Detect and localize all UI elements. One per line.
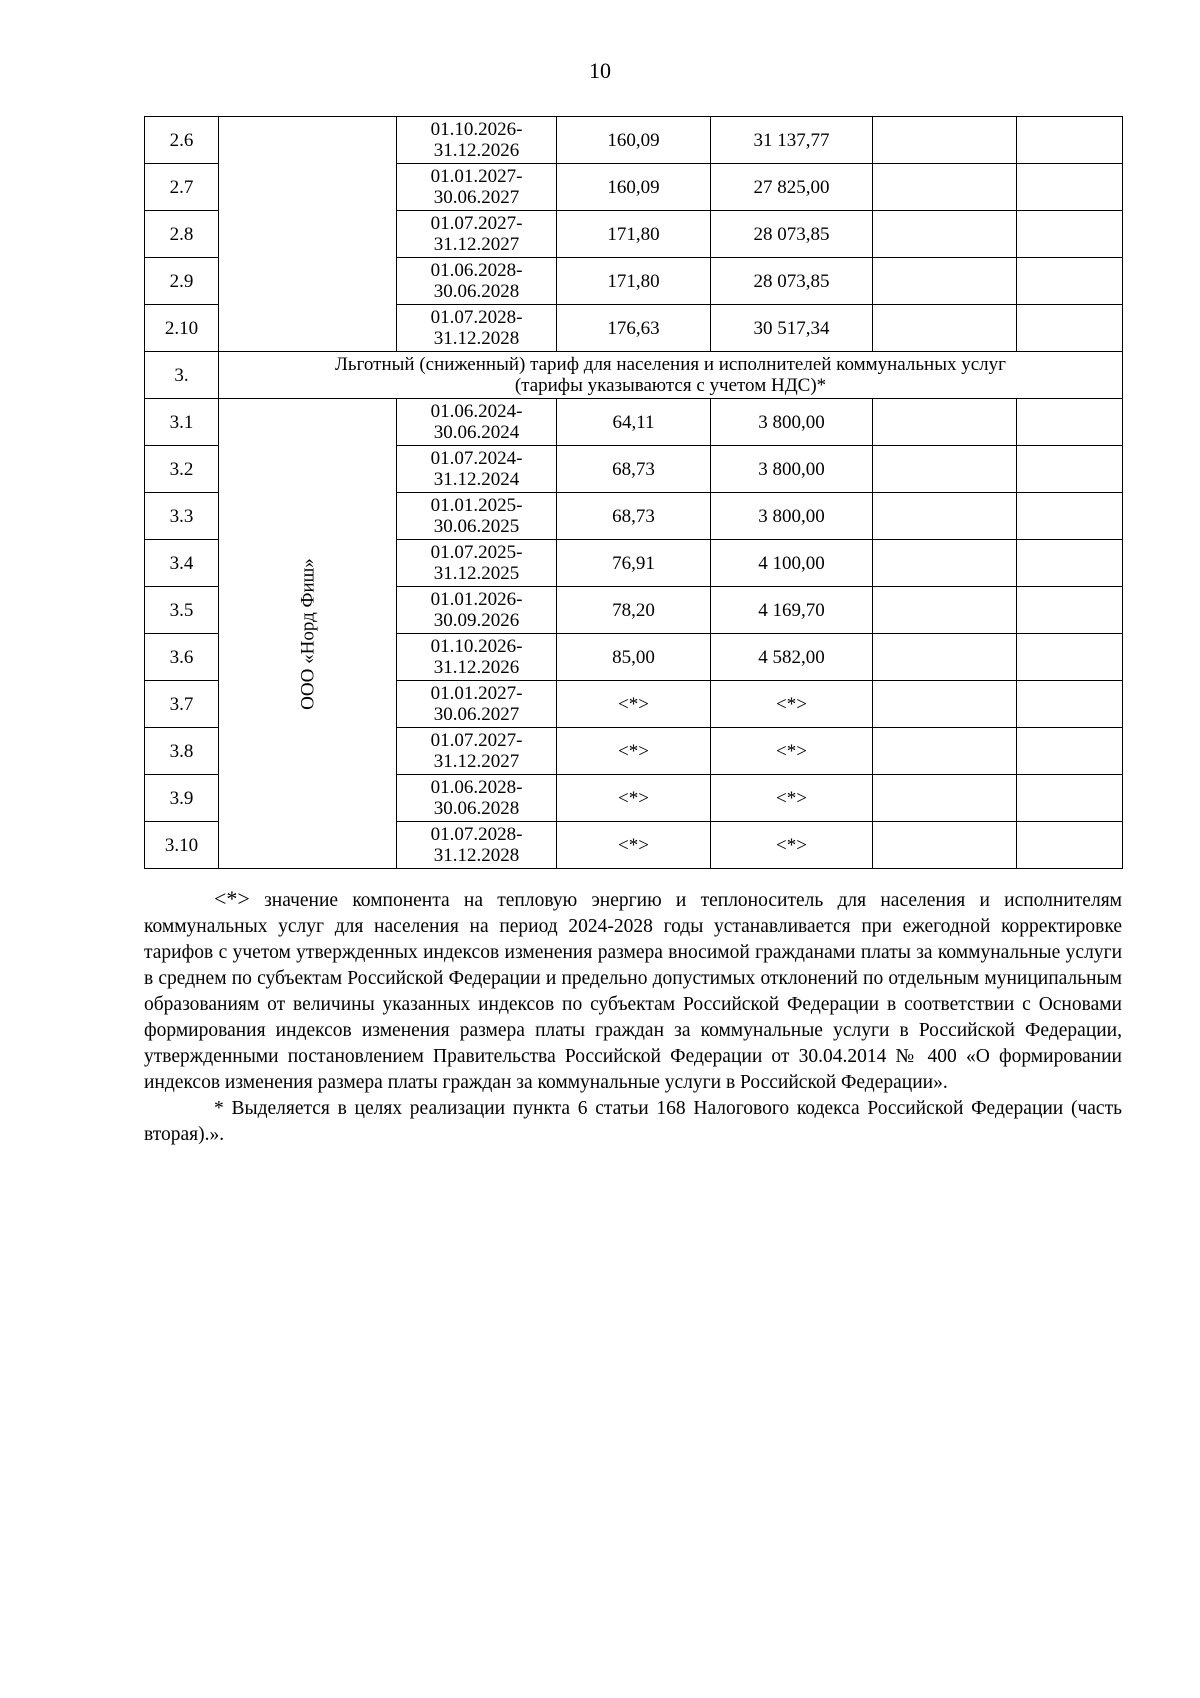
period-cell: 01.06.2028- 30.06.2028 [397, 775, 557, 822]
row-number: 3.9 [145, 775, 219, 822]
org-cell-empty [219, 117, 397, 352]
period-cell: 01.06.2024- 30.06.2024 [397, 399, 557, 446]
empty-cell [873, 305, 1017, 352]
row-number: 3.3 [145, 493, 219, 540]
empty-cell [873, 822, 1017, 869]
organization-name: ООО «Норд Фиш» [297, 557, 318, 710]
row-number: 3.4 [145, 540, 219, 587]
capacity-value: 28 073,85 [711, 258, 873, 305]
section-number: 3. [145, 352, 219, 399]
rate-value: 160,09 [557, 117, 711, 164]
row-number: 3.8 [145, 728, 219, 775]
rate-value: 78,20 [557, 587, 711, 634]
empty-cell [1017, 681, 1123, 728]
rate-value: 160,09 [557, 164, 711, 211]
rate-value: 176,63 [557, 305, 711, 352]
period-cell: 01.01.2026- 30.09.2026 [397, 587, 557, 634]
row-number: 2.8 [145, 211, 219, 258]
period-cell: 01.01.2025- 30.06.2025 [397, 493, 557, 540]
empty-cell [1017, 822, 1123, 869]
capacity-value: 31 137,77 [711, 117, 873, 164]
empty-cell [873, 681, 1017, 728]
capacity-value: 27 825,00 [711, 164, 873, 211]
rate-value: 68,73 [557, 493, 711, 540]
empty-cell [873, 634, 1017, 681]
period-cell: 01.01.2027- 30.06.2027 [397, 681, 557, 728]
table-row [145, 399, 1123, 446]
empty-cell [1017, 446, 1123, 493]
empty-cell [873, 493, 1017, 540]
rate-value: <*> [557, 775, 711, 822]
capacity-value: <*> [711, 681, 873, 728]
row-number: 3.6 [145, 634, 219, 681]
empty-cell [873, 587, 1017, 634]
capacity-value: 4 100,00 [711, 540, 873, 587]
capacity-value: 3 800,00 [711, 446, 873, 493]
capacity-value: 3 800,00 [711, 493, 873, 540]
empty-cell [873, 164, 1017, 211]
capacity-value: 4 582,00 [711, 634, 873, 681]
empty-cell [873, 117, 1017, 164]
empty-cell [1017, 164, 1123, 211]
footnote-asterisk-bracket [144, 886, 1122, 1096]
row-number: 2.9 [145, 258, 219, 305]
table-row [145, 117, 1123, 164]
period-cell: 01.10.2026- 31.12.2026 [397, 634, 557, 681]
rate-value: <*> [557, 822, 711, 869]
period-cell: 01.07.2027- 31.12.2027 [397, 211, 557, 258]
empty-cell [873, 728, 1017, 775]
empty-cell [873, 399, 1017, 446]
footnotes [144, 886, 1122, 1148]
period-cell: 01.07.2024- 31.12.2024 [397, 446, 557, 493]
row-number: 3.2 [145, 446, 219, 493]
empty-cell [1017, 540, 1123, 587]
row-number: 3.5 [145, 587, 219, 634]
empty-cell [1017, 587, 1123, 634]
rate-value: 68,73 [557, 446, 711, 493]
rate-value: 171,80 [557, 258, 711, 305]
capacity-value: <*> [711, 728, 873, 775]
empty-cell [1017, 728, 1123, 775]
footnote-text: значение компонента на тепловую энергию и теплоноситель для населения и исполнителям коммунальных услуг для населения на период 2024-2028 годы устанавливается при ежегодной корректировке тарифов с учетом утвержденных индексов изменения размера вносимой гражданами платы за коммунальные услуги в среднем по субъектам Российской Федерации и предельно допустимых отклонений по отдельным муниципальным образованиям от величины указанных индексов по субъектам Российской Федерации в соответствии с Основами формирования индексов изменения размера платы граждан за коммунальные услуги в Российской Федерации, утвержденными постановлением Правительства Российской Федерации от 30.04.2014 № 400 «О формировании индексов изменения размера платы граждан за коммунальные услуги в Российской Федерации». [144, 890, 1122, 1093]
empty-cell [873, 446, 1017, 493]
row-number: 2.6 [145, 117, 219, 164]
page-number: 10 [589, 58, 611, 83]
period-cell: 01.07.2028- 31.12.2028 [397, 305, 557, 352]
empty-cell [1017, 493, 1123, 540]
empty-cell [1017, 117, 1123, 164]
rate-value: 76,91 [557, 540, 711, 587]
capacity-value: 4 169,70 [711, 587, 873, 634]
period-cell: 01.07.2025- 31.12.2025 [397, 540, 557, 587]
rate-value: 171,80 [557, 211, 711, 258]
rate-value: 64,11 [557, 399, 711, 446]
capacity-value: 28 073,85 [711, 211, 873, 258]
empty-cell [1017, 211, 1123, 258]
period-cell: 01.01.2027- 30.06.2027 [397, 164, 557, 211]
tariff-table [144, 116, 1123, 869]
period-cell: 01.06.2028- 30.06.2028 [397, 258, 557, 305]
capacity-value: <*> [711, 775, 873, 822]
capacity-value: 3 800,00 [711, 399, 873, 446]
empty-cell [1017, 775, 1123, 822]
section-header-row [145, 352, 1123, 399]
row-number: 2.7 [145, 164, 219, 211]
capacity-value: <*> [711, 822, 873, 869]
row-number: 3.10 [145, 822, 219, 869]
empty-cell [1017, 258, 1123, 305]
row-number: 3.1 [145, 399, 219, 446]
period-cell: 01.07.2027- 31.12.2027 [397, 728, 557, 775]
rate-value: <*> [557, 681, 711, 728]
empty-cell [1017, 634, 1123, 681]
empty-cell [1017, 399, 1123, 446]
rate-value: <*> [557, 728, 711, 775]
rate-value: 85,00 [557, 634, 711, 681]
row-number: 2.10 [145, 305, 219, 352]
empty-cell [873, 540, 1017, 587]
empty-cell [873, 211, 1017, 258]
empty-cell [873, 775, 1017, 822]
section-title: Льготный (сниженный) тариф для населения и исполнителей коммунальных услуг (тарифы указываются с учетом НДС)* [219, 352, 1123, 399]
capacity-value: 30 517,34 [711, 305, 873, 352]
period-cell: 01.07.2028- 31.12.2028 [397, 822, 557, 869]
empty-cell [1017, 305, 1123, 352]
footnote-mark: <*> [214, 886, 250, 911]
empty-cell [873, 258, 1017, 305]
organization-cell [219, 399, 397, 869]
row-number: 3.7 [145, 681, 219, 728]
period-cell: 01.10.2026- 31.12.2026 [397, 117, 557, 164]
footnote-asterisk: * Выделяется в целях реализации пункта 6 статьи 168 Налогового кодекса Российской Федерации (часть вторая).». [144, 1098, 1122, 1145]
